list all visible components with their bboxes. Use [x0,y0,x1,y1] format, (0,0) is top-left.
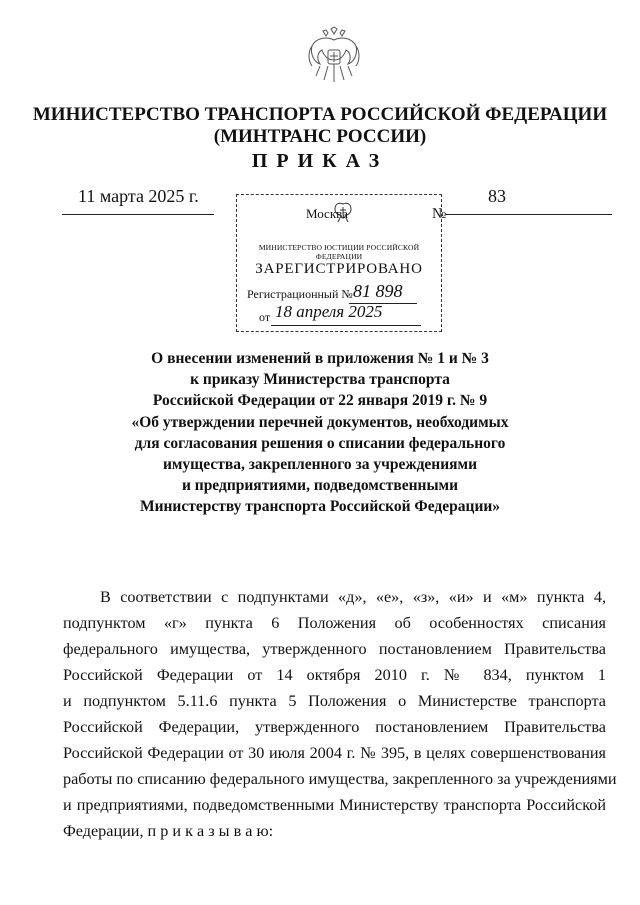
body-text-line: Федерации, п р и к а з ы в а ю: [63,822,274,840]
subject-line: О внесении изменений в приложения № 1 и № 3 [151,350,489,367]
date-underline [62,214,214,215]
number-underline [446,214,612,215]
stamp-registered-label: ЗАРЕГИСТРИРОВАНО [255,261,423,277]
body-text-line: и подпунктом 5.11.6 пункта 5 Положения о Министерстве транспорта [63,692,606,710]
stamp-registration-label: Регистрационный № [247,287,353,301]
stamp-registration-number: 81 898 [353,281,403,301]
coat-of-arms-emblem [306,26,362,88]
order-subject [120,348,520,518]
stamp-date-underline [271,325,421,326]
body-text-line: Российской Федерации от 14 октября 2010 г. № 834, пунктом 1 [63,666,606,684]
subject-line: и предприятиями, подведомственными [181,477,459,495]
subject-line: к приказу Министерства транспорта [190,371,450,389]
body-text-line: Российской Федерации, утвержденного постановлением Правительства [63,718,606,736]
ministry-header [0,104,640,148]
stamp-date-value: 18 апреля 2025 [275,302,383,321]
stamp-date-label: от [259,310,271,324]
stamp-ministry-name: МИНИСТЕРСТВО ЮСТИЦИИ РОССИЙСКОЙ ФЕДЕРАЦИИ [258,243,420,261]
order-date: 11 марта 2025 г. [78,186,199,206]
body-text-line: и предприятиями, подведомственными Министерству транспорта Российской [63,796,606,814]
ministry-short-name: (МИНТРАНС РОССИИ) [213,126,427,147]
subject-line: «Об утверждении перечней документов, необходимых [131,413,509,431]
body-text-line: В соответствии с подпунктами «д», «е», «з», «и» и «м» пункта 4, [100,588,606,606]
body-text-line: федерального имущества, утвержденного постановлением Правительства [63,640,606,658]
ministry-name: МИНИСТЕРСТВО ТРАНСПОРТА РОССИЙСКОЙ ФЕДЕРАЦИИ [32,104,608,125]
subject-line: для согласования решения о списании федерального [134,434,506,452]
body-text-line: работы по списанию федерального имущества, закрепленного за учреждениями [63,770,617,788]
subject-line: имущества, закрепленного за учреждениями [162,456,478,474]
subject-line: Российской Федерации от 22 января 2019 г. № 9 [152,392,488,410]
subject-line: Министерству транспорта Российской Федерации» [139,498,501,516]
number-sign: № [432,206,447,222]
city-label: Москва [306,206,348,221]
order-number: 83 [488,186,506,206]
body-text-line: Российской Федерации от 30 июля 2004 г. № 395, в целях совершенствования [63,744,606,762]
body-text-line: подпунктом «г» пункта 6 Положения об особенностях списания [63,614,606,632]
document-type-title: ПРИКАЗ [251,150,389,172]
